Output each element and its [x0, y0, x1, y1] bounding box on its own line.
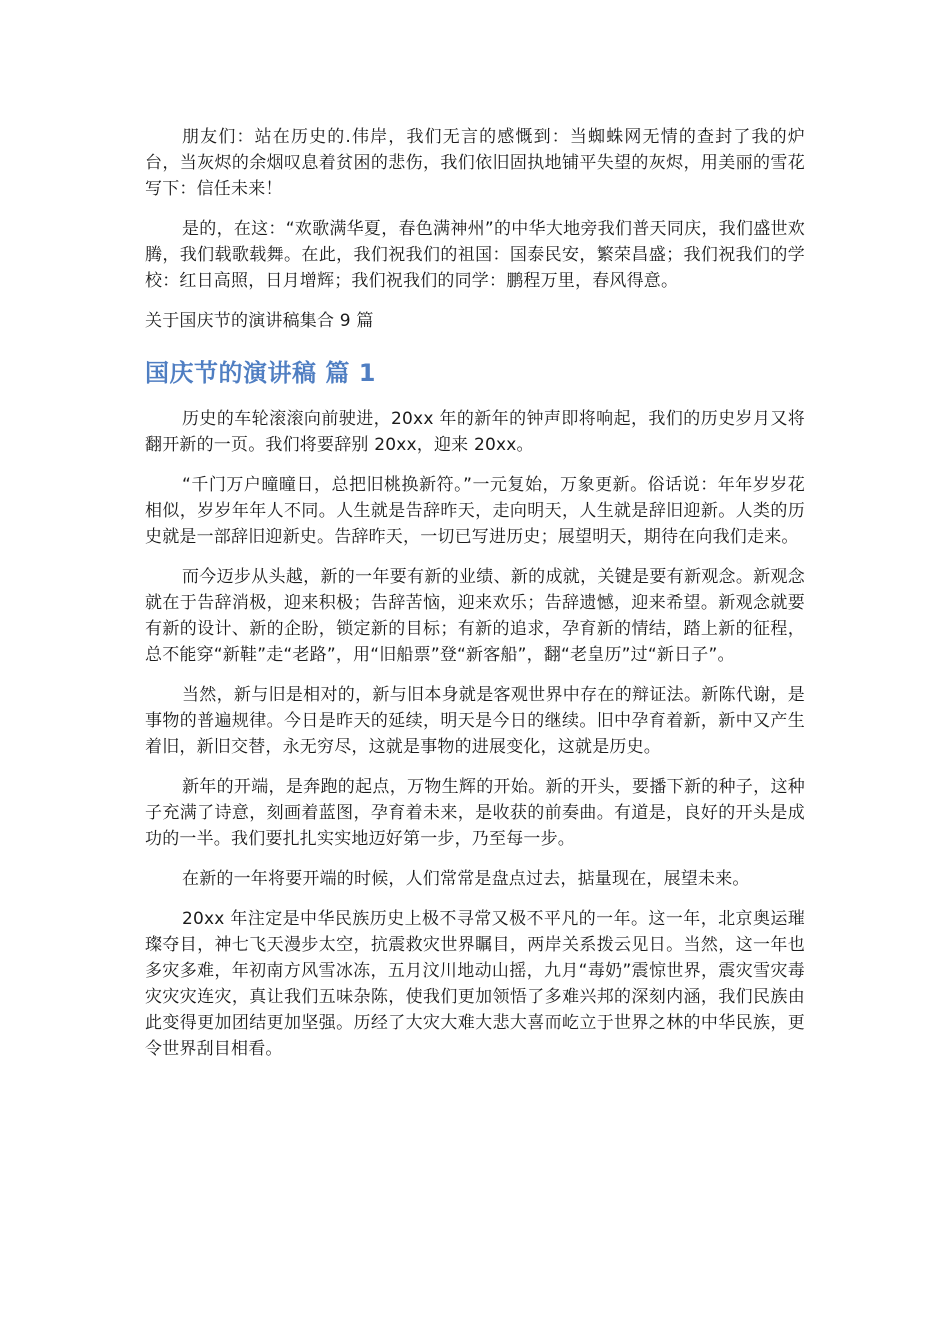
body-paragraph: 当然，新与旧是相对的，新与旧本身就是客观世界中存在的辩证法。新陈代谢，是事物的普遍规律。今日是昨天的延续，明天是今日的继续。旧中孕育着新，新中又产生着旧，新旧交替，永无穷尽，这就是事物的进展变化，这就是历史。 [145, 685, 805, 757]
intro-paragraph: 是的，在这：“欢歌满华夏，春色满神州”的中华大地旁我们普天同庆，我们盛世欢腾，我们载歌载舞。在此，我们祝我们的祖国：国泰民安，繁荣昌盛；我们祝我们的学校：红日高照，日月增辉；我们祝我们的同学：鹏程万里，春风得意。 [145, 219, 805, 291]
collection-title: 关于国庆节的演讲稿集合 9 篇 [145, 311, 374, 331]
body-paragraph: “千门万户曈曈日，总把旧桃换新符。”一元复始，万象更新。俗话说：年年岁岁花相似，岁岁年年人不同。人生就是告辞昨天，走向明天，人生就是辞旧迎新。人类的历史就是一部辞旧迎新史。告辞昨天，一切已写进历史；展望明天，期待在向我们走来。 [145, 475, 805, 547]
body-paragraph: 而今迈步从头越，新的一年要有新的业绩、新的成就，关键是要有新观念。新观念就在于告辞消极，迎来积极；告辞苦恼，迎来欢乐；告辞遗憾，迎来希望。新观念就要有新的设计、新的企盼，锁定新的目标；有新的追求，孕育新的情结，踏上新的征程，总不能穿“新鞋”走“老路”，用“旧船票”登“新客船”，翻“老皇历”过“新日子”。 [145, 567, 805, 665]
intro-paragraph: 朋友们：站在历史的.伟岸，我们无言的感慨到：当蜘蛛网无情的查封了我的炉台，当灰烬的余烟叹息着贫困的悲伤，我们依旧固执地铺平失望的灰烬，用美丽的雪花写下：信任未来！ [145, 127, 805, 199]
body-paragraph: 新年的开端，是奔跑的起点，万物生辉的开始。新的开头，要播下新的种子，这种子充满了诗意，刻画着蓝图，孕育着未来，是收获的前奏曲。有道是，良好的开头是成功的一半。我们要扎扎实实地迈好第一步，乃至每一步。 [145, 777, 805, 849]
body-paragraph: 在新的一年将要开端的时候，人们常常是盘点过去，掂量现在，展望未来。 [182, 869, 750, 889]
section-heading: 国庆节的演讲稿 篇 1 [145, 359, 376, 387]
body-paragraph: 历史的车轮滚滚向前驶进，20xx 年的新年的钟声即将响起，我们的历史岁月又将翻开新的一页。我们将要辞别 20xx，迎来 20xx。 [145, 409, 805, 455]
body-paragraph: 20xx 年注定是中华民族历史上极不寻常又极不平凡的一年。这一年，北京奥运璀璨夺目，神七飞天漫步太空，抗震救灾世界瞩目，两岸关系拨云见日。当然，这一年也多灾多难，年初南方风雪冰冻，五月汶川地动山摇，九月“毒奶”震惊世界，震灾雪灾毒灾灾灾连灾，真让我们五味杂陈，使我们更加领悟了多难兴邦的深刻内涵，我们民族由此变得更加团结更加坚强。历经了大灾大难大悲大喜而屹立于世界之林的中华民族，更令世界刮目相看。 [145, 909, 805, 1059]
document-page [145, 124, 805, 1076]
